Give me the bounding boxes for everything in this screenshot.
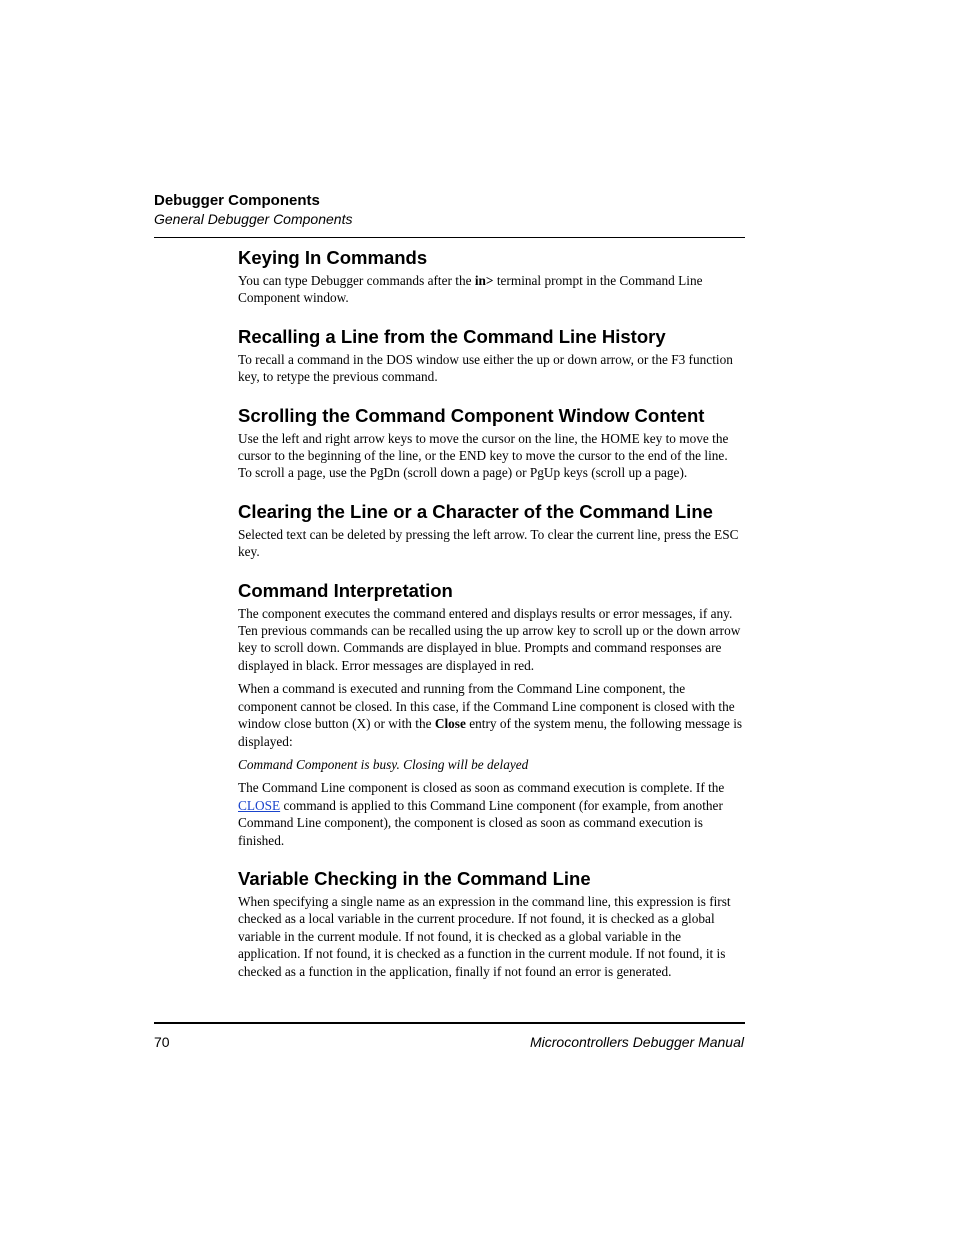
section-heading: Command Interpretation: [238, 579, 453, 601]
header-divider: [154, 237, 745, 238]
section-paragraph: When specifying a single name as an expression in the command line, this expression is first checked as a local variable in the current procedure. If not found, it is checked as a global variable in the current module. If not found, it is checked as a global variable in the application. If not found, it is checked as a function in the current module. If not found, it is checked as a function in the application, finally if not found an error is generated.: [238, 893, 731, 979]
section-paragraph: Use the left and right arrow keys to move the cursor on the line, the HOME key to move the cursor to the beginning of the line, or the END key to move the cursor to the end of the line. To scroll a page, use the PgDn (scroll down a page) or PgUp keys (scroll up a page).: [238, 430, 729, 481]
running-header-subtitle: General Debugger Components: [154, 211, 353, 227]
section-paragraph: The component executes the command entered and displays results or error messages, if any. Ten previous commands can be recalled using the up arrow key to scroll up or the down arrow key to scroll down. Commands are displayed in blue. Prompts and command responses are displayed in black. Error messages are displayed in red.: [238, 605, 741, 673]
section-clearing-line: [238, 500, 744, 561]
page-number: 70: [154, 1034, 170, 1050]
section-paragraph: [238, 272, 744, 307]
section-scrolling-window: [238, 404, 744, 482]
section-heading: Scrolling the Command Component Window Content: [238, 404, 705, 426]
prompt-keyword: in>: [474, 273, 494, 288]
paragraph-text: When a command is executed and running from the Command Line component, the component cannot be closed. In this case, if the Command Line component is closed with the window close button (X) or with the: [238, 681, 735, 732]
close-keyword: Close: [434, 716, 466, 732]
section-variable-checking: [238, 867, 744, 980]
section-paragraph: To recall a command in the DOS window use either the up or down arrow, or the F3 function key, to retype the previous command.: [238, 351, 733, 385]
section-keying-in-commands: [238, 246, 744, 307]
manual-title: Microcontrollers Debugger Manual: [530, 1034, 744, 1050]
section-command-interpretation: [238, 579, 744, 849]
section-paragraph: [238, 779, 744, 849]
footer-divider: [154, 1022, 745, 1024]
close-command-link[interactable]: CLOSE: [238, 797, 281, 813]
paragraph-text: You can type Debugger commands after the: [238, 273, 475, 288]
page-body: [238, 246, 744, 986]
paragraph-text: The Command Line component is closed as soon as command execution is complete. If the: [238, 780, 725, 796]
section-paragraph: [238, 680, 744, 750]
section-paragraph: Selected text can be deleted by pressing the left arrow. To clear the current line, press the ESC key.: [238, 526, 739, 560]
running-header-title: Debugger Components: [154, 192, 320, 209]
section-heading: Variable Checking in the Command Line: [238, 867, 591, 889]
section-heading: Recalling a Line from the Command Line History: [238, 325, 666, 347]
paragraph-text: command is applied to this Command Line component (for example, from another Command Line component), the component is closed as soon as command execution is finished.: [238, 797, 723, 848]
paragraph-text: terminal prompt in the Command Line Component window.: [238, 273, 703, 306]
paragraph-text: entry of the system menu, the following message is displayed:: [238, 716, 743, 749]
busy-message: Command Component is busy. Closing will be delayed: [238, 756, 529, 772]
section-heading: Keying In Commands: [238, 247, 428, 268]
section-recalling-line: [238, 325, 744, 386]
section-heading: Clearing the Line or a Character of the Command Line: [238, 500, 713, 522]
